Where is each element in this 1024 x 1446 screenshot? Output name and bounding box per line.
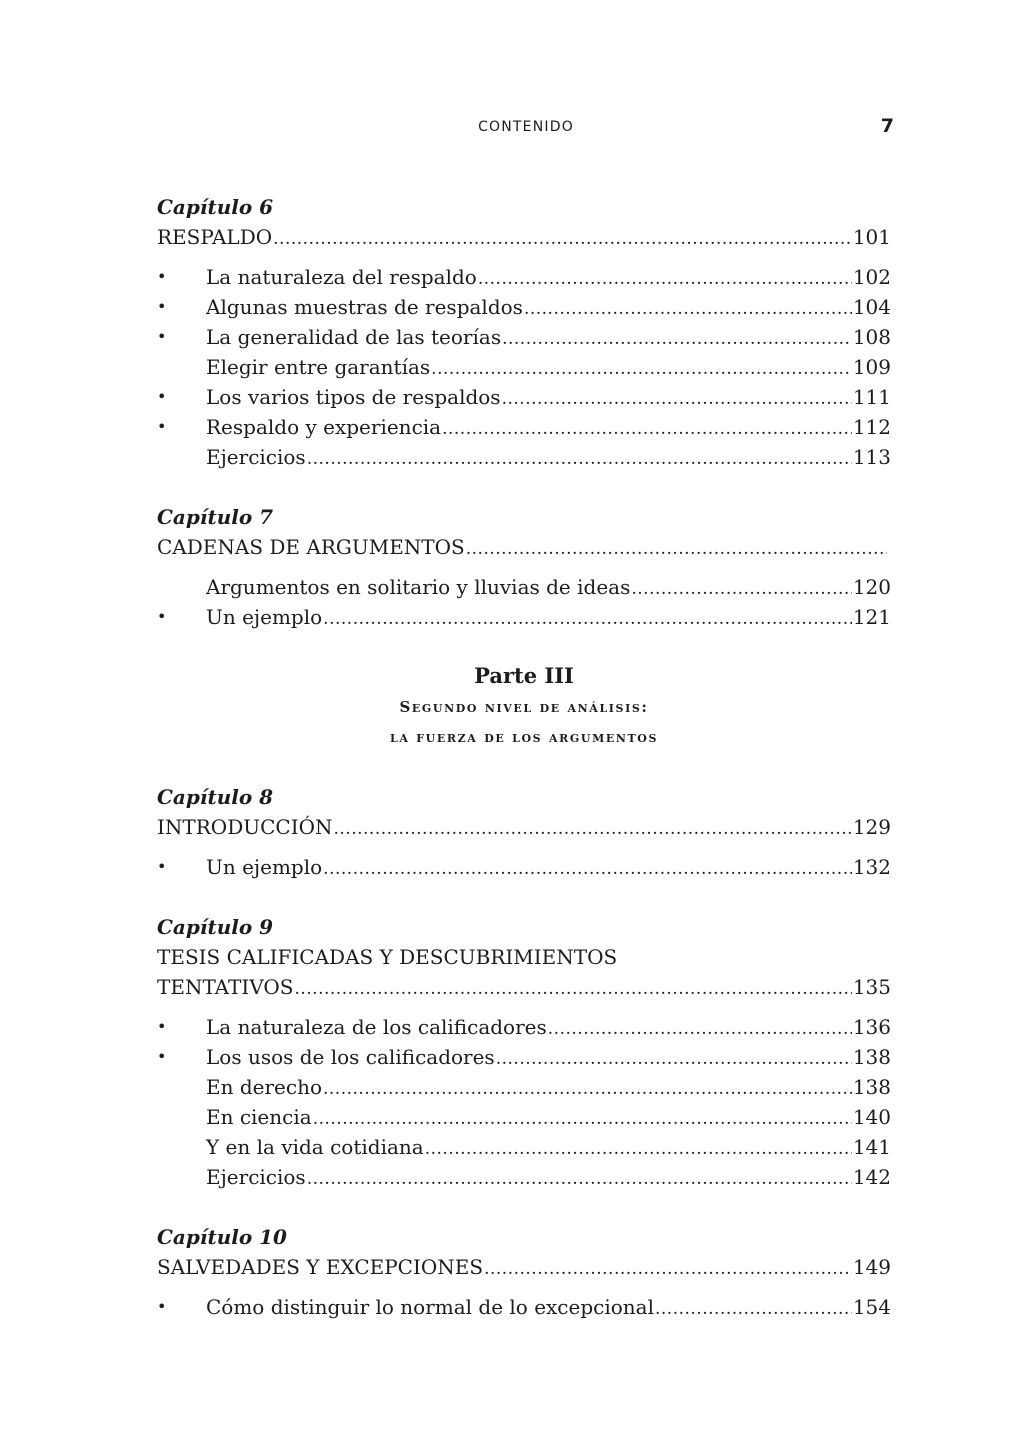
- toc-entry: [157, 852, 891, 882]
- bullet-icon: •: [157, 387, 167, 406]
- toc-entry: [157, 352, 891, 382]
- entry-page: 140: [852, 1105, 891, 1129]
- toc-entry: [157, 1102, 891, 1132]
- entry-title: Respaldo y experiencia: [206, 415, 442, 439]
- part-subtitle: la fuerza de los argumentos: [389, 728, 659, 746]
- entry-page: 108: [852, 325, 891, 349]
- entry-page: 112: [852, 415, 891, 439]
- chapter-page: 129: [852, 815, 891, 839]
- entry-page: 141: [852, 1135, 891, 1159]
- dot-leader: [294, 972, 851, 1004]
- entry-title: Los varios tipos de respaldos: [206, 385, 501, 409]
- entry-title: Elegir entre garantías: [206, 355, 431, 379]
- part-title: Parte III: [474, 663, 574, 688]
- entry-title: En ciencia: [206, 1105, 312, 1129]
- entry-title: Ejercicios: [206, 1165, 306, 1189]
- entry-page: 132: [852, 855, 891, 879]
- entry-title: Cómo distinguir lo normal de lo excepcional: [206, 1295, 654, 1319]
- entry-page: 154: [852, 1295, 891, 1319]
- part-subtitle: Segundo nivel de análisis:: [399, 698, 649, 716]
- chapter-label: Capítulo 7: [157, 505, 274, 529]
- chapter-title-row: [157, 972, 891, 1002]
- chapter-title-first-line: TESIS CALIFICADAS Y DESCUBRIMIENTOS: [157, 945, 618, 969]
- entry-title: La generalidad de las teorías: [206, 325, 502, 349]
- chapter-title-line: [157, 942, 891, 972]
- chapter-title: CADENAS DE ARGUMENTOS: [157, 535, 465, 559]
- chapter-9: [157, 912, 891, 1192]
- chapter-label: Capítulo 10: [157, 1225, 287, 1249]
- chapter-title-row: [157, 1252, 891, 1282]
- entry-title: La naturaleza del respaldo: [206, 265, 477, 289]
- entry-list: [157, 262, 891, 472]
- toc-entry: [157, 262, 891, 292]
- toc-entry: [157, 322, 891, 352]
- toc-entry: [157, 1042, 891, 1072]
- entry-page: 111: [852, 385, 891, 409]
- chapter-title-row: [157, 532, 891, 562]
- dot-leader: [323, 1072, 852, 1104]
- entry-page: 121: [852, 605, 891, 629]
- toc-entry: [157, 412, 891, 442]
- chapter-10: [157, 1222, 891, 1322]
- table-of-contents: [157, 192, 891, 1352]
- bullet-icon: •: [157, 297, 167, 316]
- chapter-title-row: [157, 222, 891, 252]
- dot-leader: [502, 322, 852, 354]
- dot-leader: [548, 1012, 852, 1044]
- chapter-title: RESPALDO: [157, 225, 273, 249]
- part-heading: [157, 660, 891, 752]
- dot-leader: [524, 292, 852, 324]
- dot-leader: [655, 1292, 852, 1324]
- toc-entry: [157, 1292, 891, 1322]
- dot-leader: [478, 262, 852, 294]
- chapter-label: Capítulo 6: [157, 195, 274, 219]
- entry-title: Algunas muestras de respaldos: [206, 295, 523, 319]
- dot-leader: [334, 812, 852, 844]
- toc-entry: [157, 1132, 891, 1162]
- toc-entry: [157, 1012, 891, 1042]
- chapter-title: SALVEDADES Y EXCEPCIONES: [157, 1255, 484, 1279]
- entry-page: 142: [852, 1165, 891, 1189]
- entry-list: [157, 852, 891, 882]
- toc-entry: [157, 442, 891, 472]
- bullet-icon: •: [157, 1297, 167, 1316]
- entry-page: 102: [852, 265, 891, 289]
- entry-title: Argumentos en solitario y lluvias de ideas: [206, 575, 631, 599]
- dot-leader: [484, 1252, 852, 1284]
- chapter-label: Capítulo 9: [157, 915, 274, 939]
- toc-entry: [157, 572, 891, 602]
- entry-title: Los usos de los calificadores: [206, 1045, 495, 1069]
- entry-list: [157, 572, 891, 632]
- bullet-icon: •: [157, 857, 167, 876]
- bullet-icon: •: [157, 417, 167, 436]
- entry-page: 138: [852, 1045, 891, 1069]
- entry-page: 113: [852, 445, 891, 469]
- entry-list: [157, 1292, 891, 1322]
- entry-title: Ejercicios: [206, 445, 306, 469]
- dot-leader: [502, 382, 852, 414]
- entry-title: Y en la vida cotidiana: [206, 1135, 424, 1159]
- chapter-title: TENTATIVOS: [157, 975, 294, 999]
- toc-entry: [157, 1162, 891, 1192]
- bullet-icon: •: [157, 267, 167, 286]
- dot-leader: [323, 602, 852, 634]
- chapter-7: [157, 502, 891, 632]
- chapter-page: 149: [852, 1255, 891, 1279]
- chapter-page: 101: [852, 225, 891, 249]
- running-header: [0, 117, 1024, 137]
- entry-page: 136: [852, 1015, 891, 1039]
- dot-leader: [323, 852, 852, 884]
- dot-leader: [307, 442, 852, 474]
- chapter-label: Capítulo 8: [157, 785, 274, 809]
- toc-entry: [157, 602, 891, 632]
- chapter-6: [157, 192, 891, 472]
- dot-leader: [313, 1102, 852, 1134]
- bullet-icon: •: [157, 327, 167, 346]
- entry-page: 138: [852, 1075, 891, 1099]
- chapter-title-row: [157, 812, 891, 842]
- entry-title: En derecho: [206, 1075, 322, 1099]
- entry-page: 120: [852, 575, 891, 599]
- entry-page: 104: [852, 295, 891, 319]
- entry-title: Un ejemplo: [206, 605, 323, 629]
- dot-leader: [631, 572, 851, 604]
- dot-leader: [307, 1162, 852, 1194]
- dot-leader: [431, 352, 852, 384]
- dot-leader: [466, 532, 887, 564]
- bullet-icon: •: [157, 607, 167, 626]
- toc-entry: [157, 382, 891, 412]
- chapter-8: [157, 782, 891, 882]
- dot-leader: [425, 1132, 852, 1164]
- entry-list: [157, 1012, 891, 1192]
- bullet-icon: •: [157, 1047, 167, 1066]
- toc-entry: [157, 292, 891, 322]
- entry-page: 109: [852, 355, 891, 379]
- chapter-page: 135: [852, 975, 891, 999]
- dot-leader: [442, 412, 852, 444]
- chapter-title: INTRODUCCIÓN: [157, 815, 333, 839]
- dot-leader: [496, 1042, 852, 1074]
- page-number: 7: [880, 115, 894, 137]
- toc-entry: [157, 1072, 891, 1102]
- entry-title: La naturaleza de los calificadores: [206, 1015, 547, 1039]
- bullet-icon: •: [157, 1017, 167, 1036]
- dot-leader: [273, 222, 852, 254]
- running-title: CONTENIDO: [478, 119, 574, 135]
- entry-title: Un ejemplo: [206, 855, 323, 879]
